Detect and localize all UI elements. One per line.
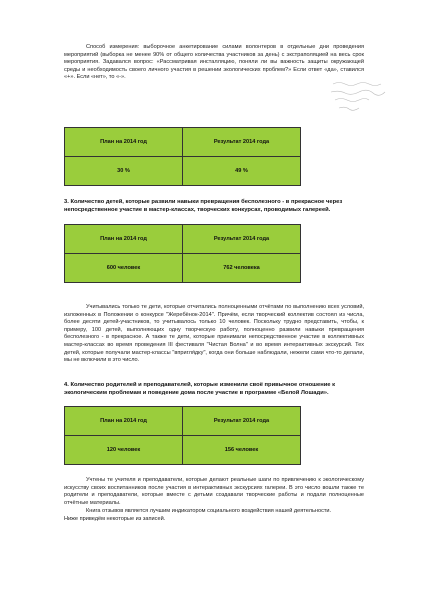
plan-value: 120 человек xyxy=(65,436,183,465)
plan-header: План на 2014 год xyxy=(65,225,183,254)
children-skills-table xyxy=(64,224,301,283)
plan-value: 30 % xyxy=(65,157,183,186)
measurement-method-paragraph: Способ измерения: выборочное анкетирование силами волонтеров в отдельные дни проведения мероприятий (выборка не менее 90% от общего количества участников за день) с экстраполяцией на весь срок мероприятия. Задавался вопрос: «Рассматривая инсталляцию, поняли ли вы важность защиты окружающей среды и необходимость своего личного участия в решении экологических проблем?» Если ответ «да», ставился «+». Если «нет», то «-». xyxy=(64,44,364,81)
plan-header: План на 2014 год xyxy=(65,128,183,157)
section-3-heading: 3. Количество детей, которые развили навыки превращения бесполезного - в прекрасное через непосредственное участие в мастер-классах, творческих конкурсах, проводимых галереей. xyxy=(64,199,343,213)
records-intro-paragraph: Ниже приведём некоторые из записей. xyxy=(64,516,166,522)
plan-header: План на 2014 год xyxy=(65,407,183,436)
result-value: 762 человека xyxy=(183,254,301,283)
awareness-table xyxy=(64,127,301,186)
result-value: 156 человек xyxy=(183,436,301,465)
plan-value: 600 человек xyxy=(65,254,183,283)
children-count-paragraph: Учитывались только те дети, которые отчитались полноценными отчётами по выполнению всех условий, изложенных в Положении о конкурсе "Жеребёнок-2014". Причём, если творческий коллектив состоял из числа, более десяти детей-участников, то учитывалось только 10 человек. Поскольку трудно представить, чтобы, к примеру, 100 детей, выполняющих одну творческую работу, полноценно развили навыки превращения бесполезного - в прекрасное. А также те дети, которые принимали непосредственное участие в коллективных мастер-классах во время проведения III фестиваля "Чистая Волна" и во время интерактивных экскурсий. Тех детей, которые получали мастер-классы "впригля́дку", когда они больше наблюдали, нежели сами что-то делали, мы не включили в это число. xyxy=(64,304,364,364)
guestbook-paragraph: Книга отзывов является лучшим индикатором социального воздействия нашей деятельности. xyxy=(86,508,332,514)
result-value: 49 % xyxy=(183,157,301,186)
result-header: Результат 2014 года xyxy=(183,225,301,254)
handwritten-scribble xyxy=(325,78,395,116)
section-4-heading: 4. Количество родителей и преподавателей, которые изменили своё привычное отношение к экологическим проблемам и поведение дома после участие в программе «Белой Лошади». xyxy=(64,382,336,396)
result-header: Результат 2014 года xyxy=(183,128,301,157)
result-header: Результат 2014 года xyxy=(183,407,301,436)
teachers-count-paragraph: Учтены те учителя и преподаватели, которые делают реальные шаги по привлечению к экологическому искусству своих воспитанников после участия в интерактивных экскурсиях галереи. В это число вошли также те родители и преподаватели, которые вместе с детьми создавали творческие работы и подали полноценные отчётные материалы. xyxy=(64,477,364,506)
parents-teachers-table xyxy=(64,406,301,465)
